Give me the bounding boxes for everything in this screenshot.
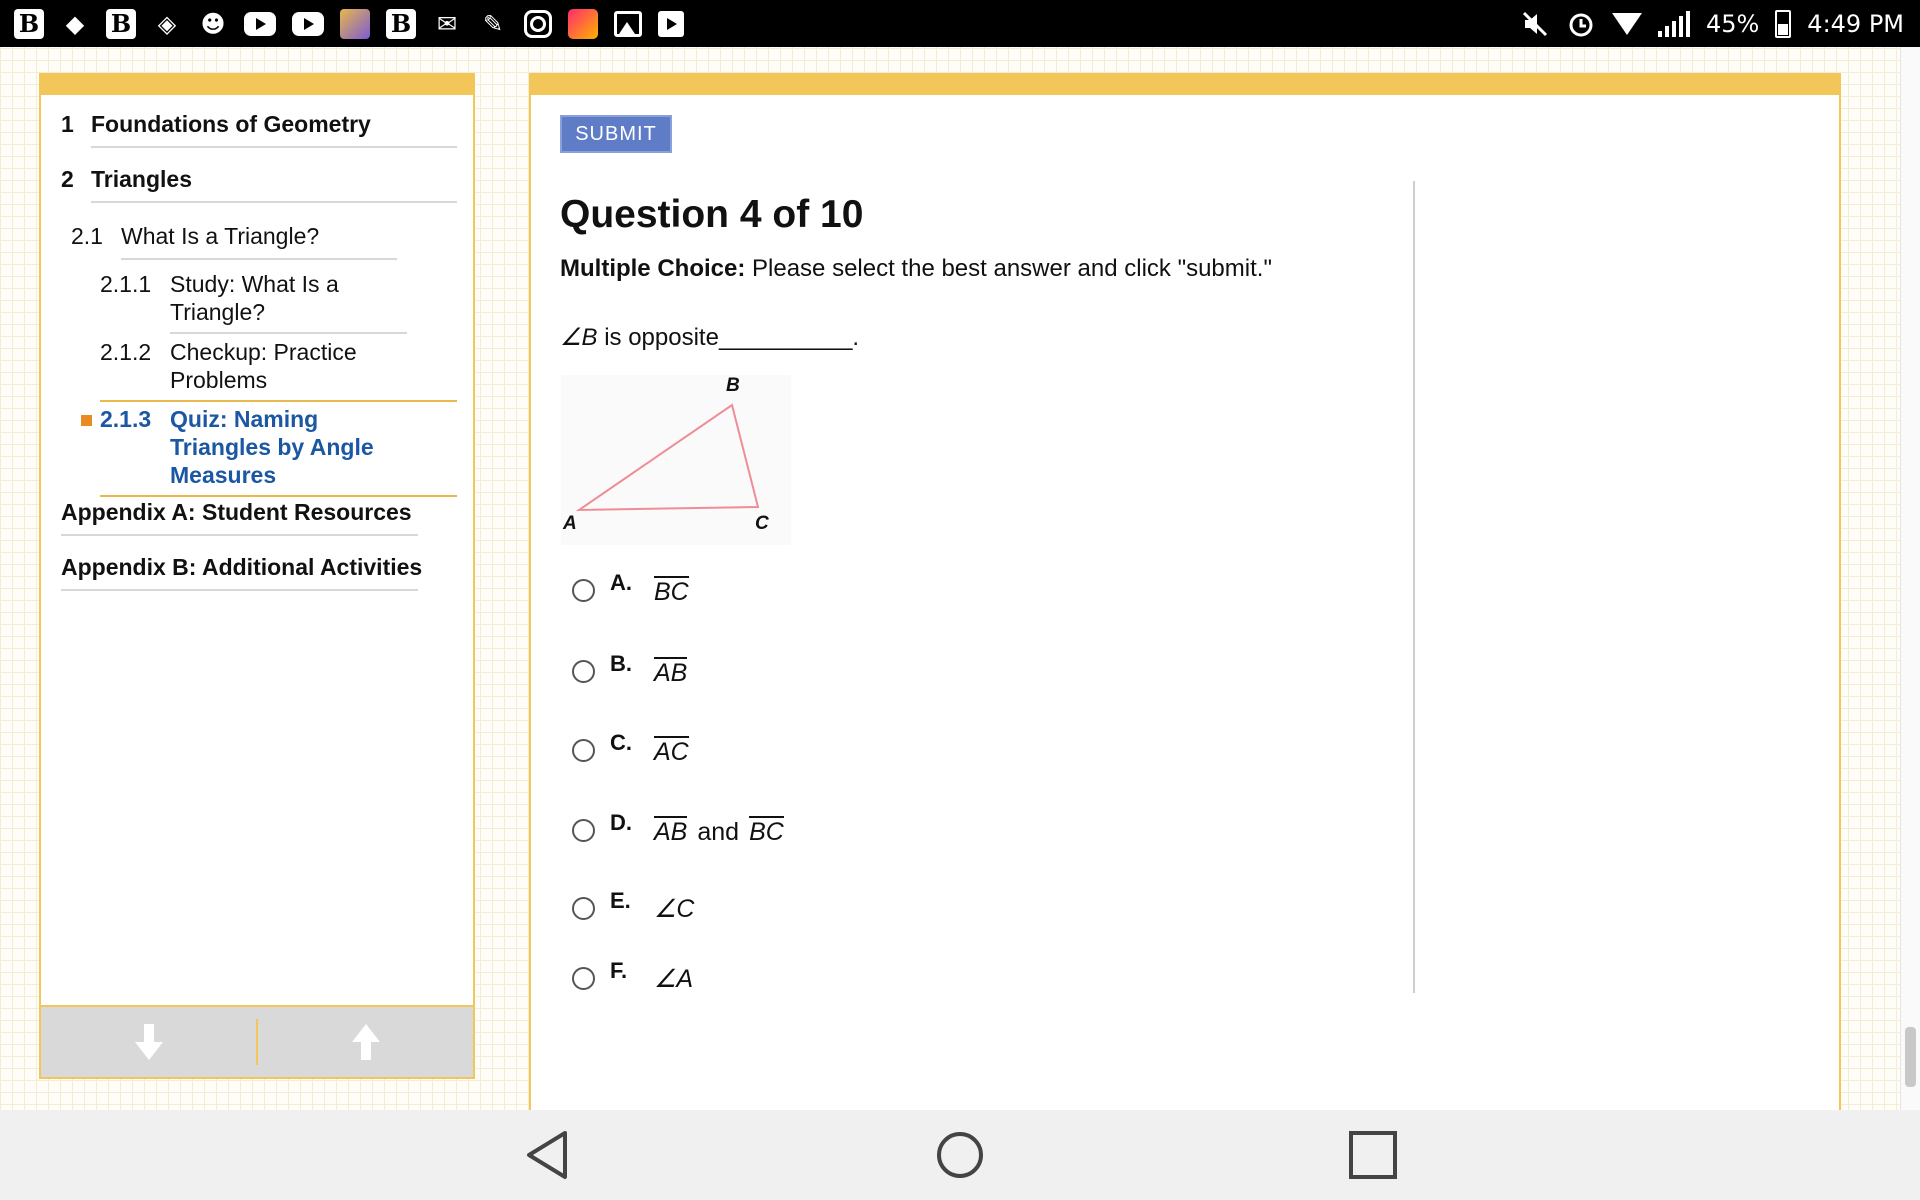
option-content: AB (654, 659, 688, 687)
system-icons (1520, 9, 1904, 39)
answer-option-d[interactable] (572, 810, 784, 850)
divider (100, 400, 457, 402)
gallery-icon (614, 11, 642, 37)
option-letter: A. (610, 570, 632, 595)
item-label: What Is a Triangle? (121, 223, 320, 249)
course-outline-panel (39, 73, 475, 1079)
answer-option-c[interactable] (572, 730, 689, 770)
scroll-down-button[interactable] (41, 1007, 256, 1077)
radio-button[interactable] (572, 660, 595, 683)
app-icon (568, 9, 598, 39)
vertex-label-a: A (563, 513, 577, 534)
arrow-down-icon (135, 1024, 163, 1060)
question-instructions: Multiple Choice: Please select the best answer and click "submit." (560, 255, 1272, 282)
radio-button[interactable] (572, 819, 595, 842)
recent-apps-icon (1347, 1129, 1399, 1181)
option-content: ∠C (654, 895, 695, 923)
vertex-label-c: C (755, 513, 769, 534)
avatar-icon (340, 9, 370, 39)
item-label: Triangles (91, 166, 192, 192)
battery-icon (1775, 10, 1791, 38)
answer-option-a[interactable] (572, 570, 689, 610)
status-bar (0, 0, 1920, 47)
question-stem: ∠B is opposite__________. (560, 324, 860, 351)
option-content: AB and BC (654, 818, 784, 846)
option-letter: F. (610, 958, 628, 983)
item-number: 2.1.3 (100, 406, 152, 432)
item-label: Appendix B: Additional Activities (61, 554, 423, 580)
mute-icon (1520, 9, 1550, 39)
signal-icon (1658, 11, 1690, 37)
scrollbar-thumb[interactable] (1905, 1027, 1916, 1087)
item-label: Study: What Is a Triangle? (170, 271, 339, 325)
scroll-up-button[interactable] (258, 1007, 473, 1077)
divider (91, 146, 457, 148)
option-content: ∠A (654, 965, 694, 993)
outline-item-2-1[interactable] (71, 223, 319, 250)
divider (91, 201, 457, 203)
pen-icon: ✎ (482, 9, 504, 38)
option-letter: C. (610, 730, 632, 755)
notification-icons (14, 9, 684, 39)
option-letter: D. (610, 810, 632, 835)
outline-item-appendix-b[interactable] (61, 554, 422, 581)
blogger-icon: B (386, 9, 416, 39)
divider (170, 332, 407, 334)
answer-option-b[interactable] (572, 651, 688, 691)
outline-item-2-1-2[interactable] (100, 338, 357, 394)
question-title: Question 4 of 10 (560, 193, 864, 236)
gmail-icon: ✉ (436, 9, 458, 38)
item-number: 1 (61, 111, 74, 137)
back-icon (523, 1129, 571, 1181)
divider (61, 534, 418, 536)
play-store-icon (658, 11, 684, 37)
item-number: 2.1 (71, 223, 103, 249)
item-number: 2 (61, 166, 74, 192)
youtube-icon (244, 12, 276, 36)
divider (61, 589, 418, 591)
outline-item-2-1-3-current[interactable] (100, 405, 374, 489)
outline-item-unit-2[interactable] (61, 166, 192, 193)
vertex-label-b: B (726, 375, 740, 396)
home-icon (934, 1129, 986, 1181)
item-label: Checkup: Practice Problems (170, 339, 357, 393)
instagram-icon (524, 10, 552, 38)
arrow-up-icon (352, 1024, 380, 1060)
divider (100, 495, 457, 497)
outline-item-2-1-1[interactable] (100, 270, 339, 326)
battery-percent: 45% (1705, 9, 1760, 38)
home-button[interactable] (930, 1125, 990, 1185)
dropbox-icon: ◆ (65, 9, 85, 38)
option-content: AC (654, 738, 689, 766)
radio-button[interactable] (572, 967, 595, 990)
option-content: BC (654, 578, 689, 606)
column-divider (1413, 181, 1415, 993)
youtube-icon (292, 12, 324, 36)
item-number: 2.1.1 (100, 271, 152, 297)
triangle-figure (561, 375, 791, 545)
item-number: 2.1.2 (100, 339, 152, 365)
radio-button[interactable] (572, 897, 595, 920)
item-label: Quiz: Naming Triangles by Angle Measures (170, 406, 374, 488)
divider (121, 258, 397, 260)
recent-apps-button[interactable] (1343, 1125, 1403, 1185)
submit-button[interactable]: SUBMIT (560, 115, 672, 153)
tag-icon: ◈ (157, 9, 177, 38)
item-label: Foundations of Geometry (91, 111, 371, 137)
option-letter: B. (610, 651, 632, 676)
answer-option-e[interactable] (572, 888, 695, 928)
radio-button[interactable] (572, 739, 595, 762)
page-scrollbar[interactable] (1900, 47, 1920, 1110)
blogger-icon: B (106, 9, 136, 39)
back-button[interactable] (517, 1125, 577, 1185)
character-icon: ☻ (200, 9, 226, 38)
outline-item-unit-1[interactable] (61, 111, 371, 138)
wifi-icon (1612, 13, 1642, 35)
item-label: Appendix A: Student Resources (61, 499, 412, 525)
outline-item-appendix-a[interactable] (61, 499, 412, 526)
clock: 4:49 PM (1807, 9, 1904, 38)
system-navigation-bar (0, 1110, 1920, 1200)
outline-footer (41, 1005, 473, 1077)
blogger-icon: B (14, 9, 44, 39)
current-item-marker (81, 415, 92, 426)
alarm-icon (1566, 9, 1596, 39)
option-letter: E. (610, 888, 631, 913)
answer-option-f[interactable] (572, 958, 694, 998)
radio-button[interactable] (572, 579, 595, 602)
question-panel (529, 73, 1841, 1113)
